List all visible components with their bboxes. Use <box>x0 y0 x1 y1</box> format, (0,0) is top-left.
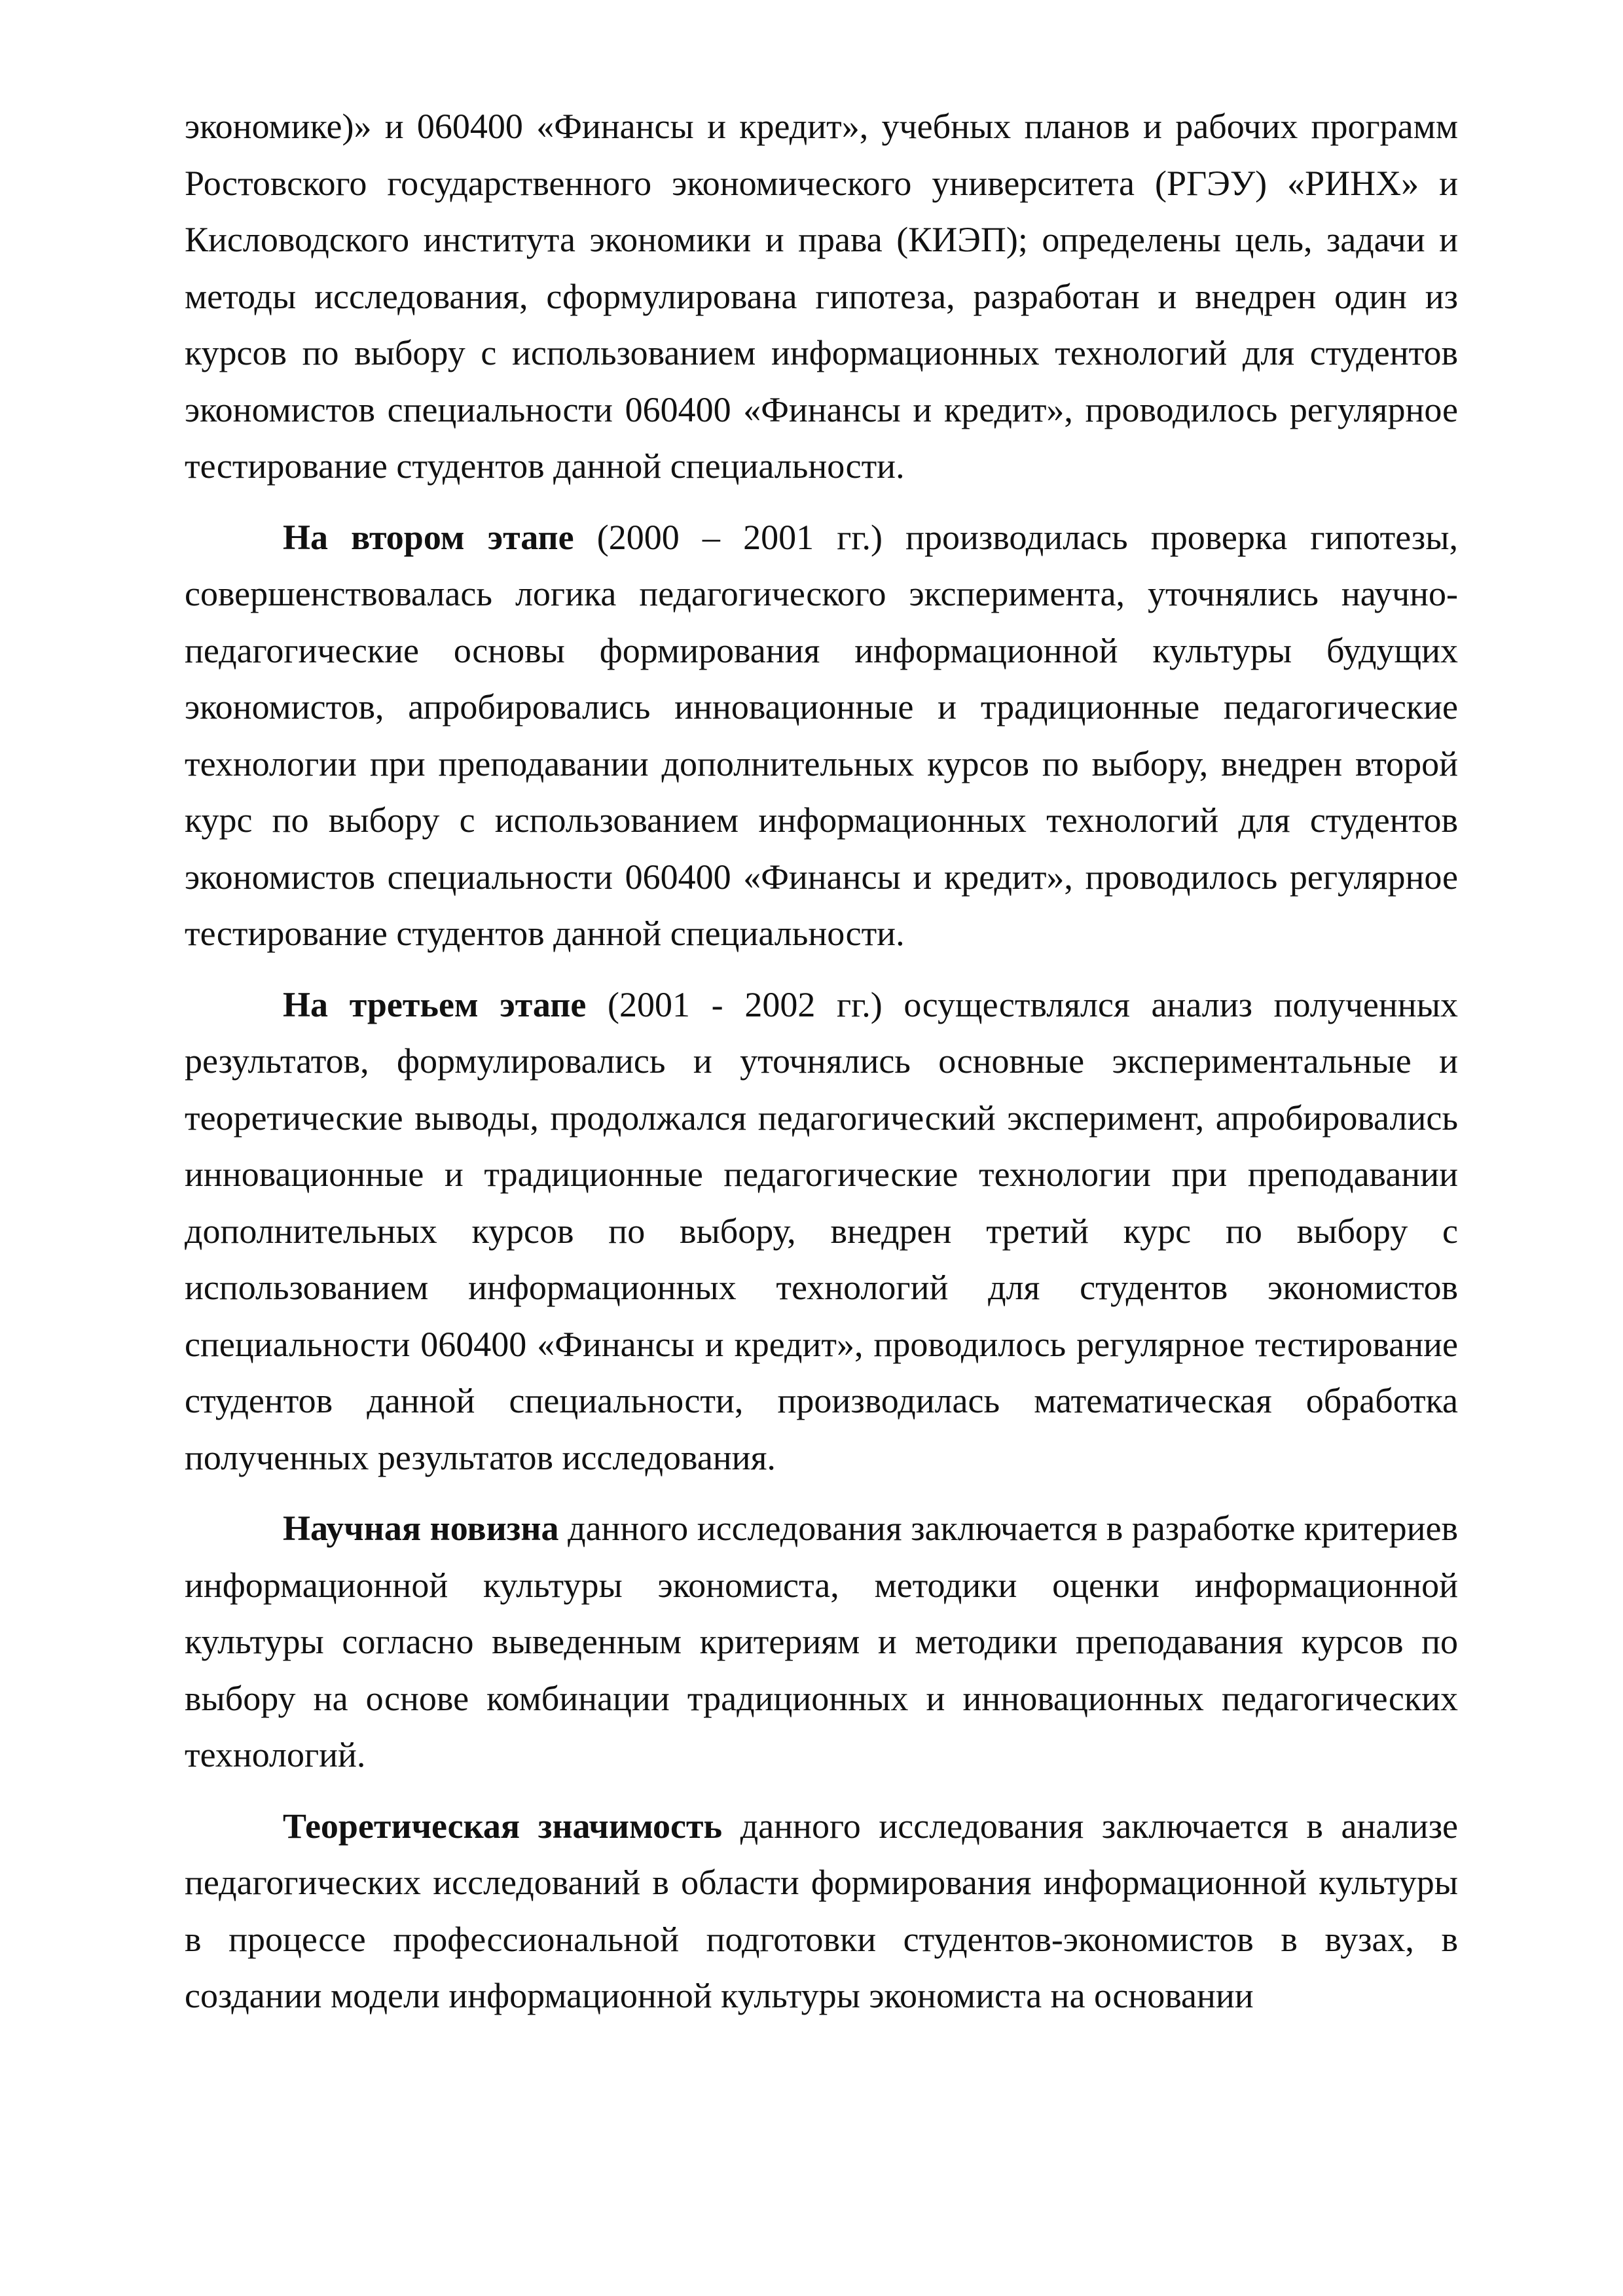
paragraph-lead: На втором этапе <box>283 517 574 557</box>
paragraph-text: данного исследования заключается в анализе педагогических исследований в области формирования информационной культуры в процессе профессиональной подготовки студентов-экономистов в вузах, в создании модели информационной культуры экономиста на основании <box>185 1806 1458 2015</box>
paragraph-lead: Теоретическая значимость <box>283 1806 723 1846</box>
paragraph-text: данного исследования заключается в разработке критериев информационной культуры экономиста, методики оценки информационной культуры согласно выведенным критериям и методики преподавания курсов по выбору на основе комбинации традиционных и инновационных педагогических технологий. <box>185 1509 1458 1774</box>
paragraph-text: (2000 – 2001 гг.) производилась проверка гипотезы, совершенствовалась логика педагогического эксперимента, уточнялись научно-педагогические основы формирования информационной культуры будущих экономистов, апробировались инновационные и традиционные педагогические технологии при преподавании дополнительных курсов по выбору, внедрен второй курс по выбору с использованием информационных технологий для студентов экономистов специальности 060400 «Финансы и кредит», проводилось регулярное тестирование студентов данной специальности. <box>185 517 1458 953</box>
paragraph-text: (2001 - 2002 гг.) осуществлялся анализ полученных результатов, формулировались и уточнялись основные экспериментальные и теоретические выводы, продолжался педагогический эксперимент, апробировались инновационные и традиционные педагогические технологии при преподавании дополнительных курсов по выбору, внедрен третий курс по выбору с использованием информационных технологий для студентов экономистов специальности 060400 «Финансы и кредит», проводилось регулярное тестирование студентов данной специальности, производилась математическая обработка полученных результатов исследования. <box>185 984 1458 1477</box>
paragraph-theoretical-significance <box>185 1798 1458 2024</box>
paragraph-second-stage <box>185 509 1458 962</box>
paragraph-continuation <box>185 98 1458 495</box>
paragraph-lead: Научная новизна <box>283 1509 559 1548</box>
paragraph-scientific-novelty <box>185 1500 1458 1784</box>
paragraph-third-stage <box>185 977 1458 1486</box>
paragraph-lead: На третьем этапе <box>283 984 587 1024</box>
paragraph-text: экономике)» и 060400 «Финансы и кредит», учебных планов и рабочих программ Ростовского государственного экономического университета (РГЭУ) «РИНХ» и Кисловодского института экономики и права (КИЭП); определены цель, задачи и методы исследования, сформулирована гипотеза, разработан и внедрен один из курсов по выбору с использованием информационных технологий для студентов экономистов специальности 060400 «Финансы и кредит», проводилось регулярное тестирование студентов данной специальности. <box>185 107 1458 486</box>
body-text <box>185 98 1458 2024</box>
